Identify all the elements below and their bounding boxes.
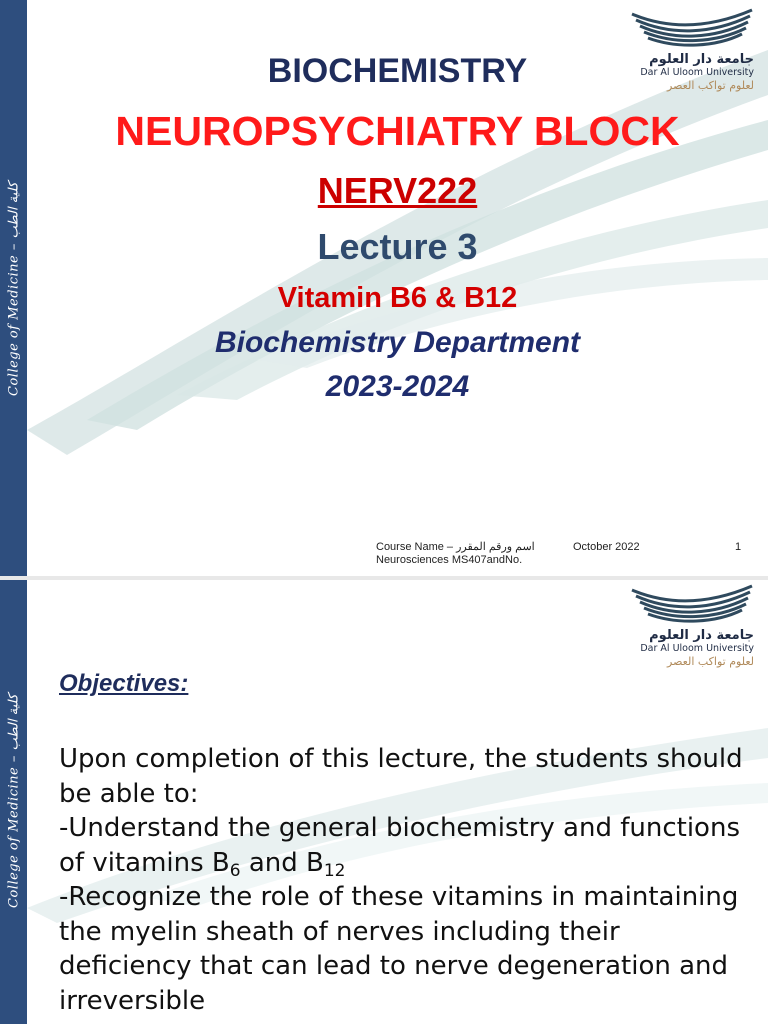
objective-1-and: and B [240,847,324,878]
objectives-intro: Upon completion of this lecture, the students should be able to: [59,744,743,809]
objective-1-text: -Understand the general biochemistry and functions of vitamins B [59,813,740,878]
objective-item-1 [59,811,749,880]
objectives-heading: Objectives: [59,670,189,697]
slide-divider [0,576,768,580]
college-sidebar [0,578,27,1024]
sidebar-college-text: College of Medicine – كلية الطب [6,182,22,396]
block-title: NEUROPSYCHIATRY BLOCK [115,108,680,154]
college-sidebar [0,0,27,578]
footer-course [376,541,535,567]
logo-tagline: لعلوم تواكب العصر [667,655,754,668]
objectives-body [59,742,749,1018]
logo-english-name: Dar Al Uloom University [640,643,754,654]
objective-1-sub-b6: 6 [229,860,241,881]
objectives-slide [0,578,768,1024]
lecture-topic: Vitamin B6 & B12 [277,282,518,314]
footer-course-label: Course Name – اسم ورقم المقرر [376,541,535,553]
footer-course-value: Neurosciences MS407andNo. [376,554,523,566]
objective-1-sub-b12: 12 [323,860,346,881]
subject-title: BIOCHEMISTRY [267,52,528,90]
logo-tagline: لعلوم تواكب العصر [667,79,754,92]
university-logo-icon [630,584,754,626]
objective-item-2: -Recognize the role of these vitamins in maintaining the myelin sheath of nerves including their deficiency that can lead to nerve degeneration and irreversible [59,882,739,1016]
lecture-number: Lecture 3 [317,226,478,267]
logo-arabic-name: جامعة دار العلوم [649,52,754,67]
university-logo [630,584,754,669]
footer-page-number: 1 [735,541,742,553]
course-code: NERV222 [317,170,478,211]
logo-english-name: Dar Al Uloom University [640,67,754,78]
department-name: Biochemistry Department [214,326,581,359]
sidebar-college-text: College of Medicine – كلية الطب [6,694,22,908]
university-logo-icon [630,8,754,50]
academic-year: 2023-2024 [325,370,470,403]
logo-arabic-name: جامعة دار العلوم [649,628,754,643]
footer-date: October 2022 [573,541,640,553]
